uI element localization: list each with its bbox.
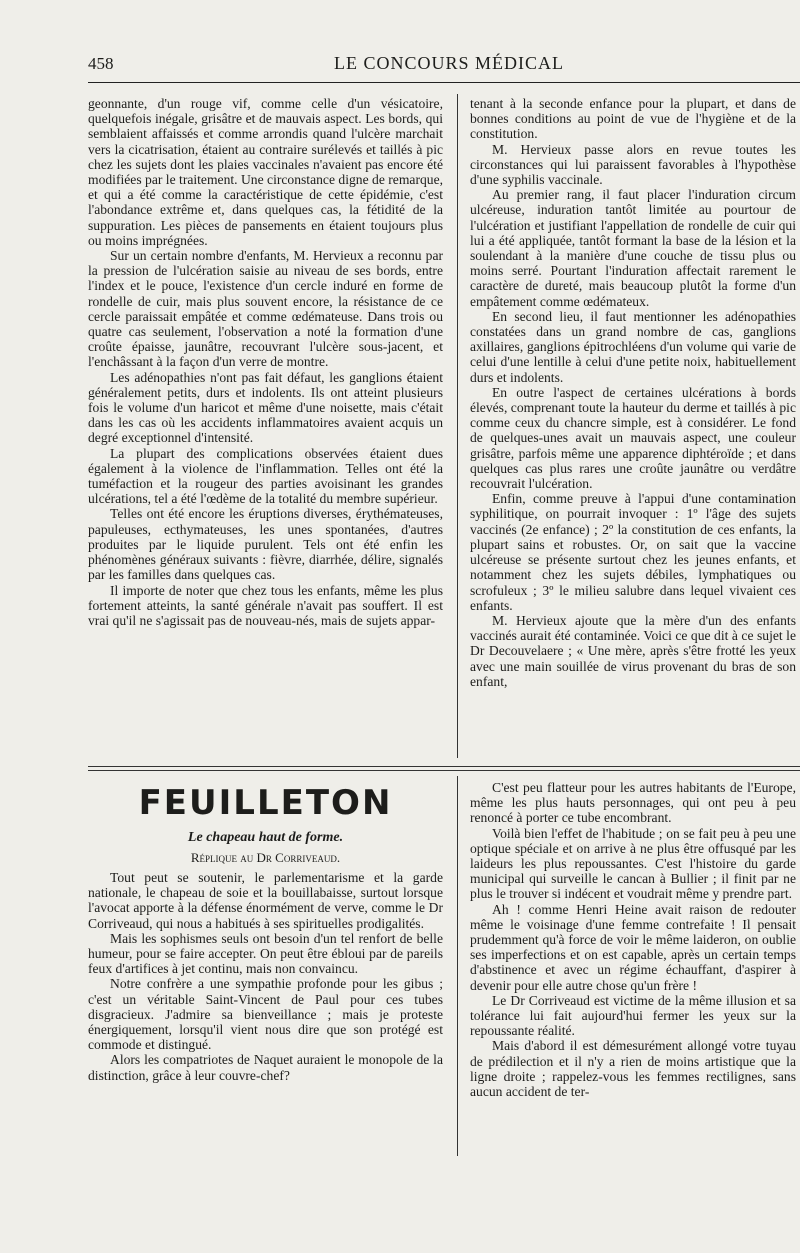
feuilleton-subtitle: Le chapeau haut de forme. [187, 830, 344, 845]
feuilleton-column-right [470, 780, 796, 1160]
page-number: 458 [88, 54, 114, 73]
paragraph: Ah ! comme Henri Heine avait raison de redouter même le voisinage d'une femme contrefaite ! Il pensait prudemment qu'à force de voir le même laideron, on oublie ses imperfections et on est capable, après un certain temps d'abstinence et avec un régime échauffant, d'aspirer à devenir pour elle autre chose qu'un frère ! [470, 901, 796, 993]
paragraph: Notre confrère a une sympathie profonde pour les gibus ; c'est un véritable Saint-Vincent de Paul pour ces tubes disgracieux. J'admire sa bienveillance ; mais je proteste énergiquement, lorsqu'il vient nous dire que son protégé est commode et distingué. [88, 976, 443, 1053]
page-header [88, 48, 800, 83]
paragraph: Sur un certain nombre d'enfants, M. Hervieux a reconnu par la pression de l'ulcération saisie au niveau de ses bords, entre l'index et le pouce, l'existence d'un cercle induré en forme de rondelle de cuir, mais plus souvent encore, la résistance de ce cercle paraissait empâtée et comme œdémateuse. Dans trois ou quatre cas seulement, l'observation a noté la formation d'une croûte épaisse, jaunâtre, recouvrant l'ulcère sous-jacent, et l'enchâssant à la façon d'un verre de montre. [88, 248, 443, 370]
feuilleton-heading: FEUILLETON [138, 783, 393, 823]
paragraph: Alors les compatriotes de Naquet auraient le monopole de la distinction, grâce à leur couvre-chef? [88, 1052, 443, 1083]
column-divider [457, 776, 458, 1156]
article-column-left [88, 96, 443, 756]
paragraph: Les adénopathies n'ont pas fait défaut, les ganglions étaient généralement petits, durs et indolents. Ils ont atteint plusieurs fois le volume d'un haricot et même d'une noisette, mais c'était dans les cas où les accidents inflammatoires avaient acquis un degré exceptionnel d'intensité. [88, 369, 443, 446]
paragraph: Voilà bien l'effet de l'habitude ; on se fait peu à peu une optique spéciale et on arrive à ne plus être offusqué par les laideurs les plus repoussantes. C'est l'histoire du garde municipal qui surveille le cancan à Bullier ; il finit par ne plus le trouver si indécent et voudrait même y prendre part. [470, 825, 796, 902]
paragraph: Il importe de noter que chez tous les enfants, même les plus fortement atteints, la santé générale n'avait pas souffert. Il est vrai qu'il ne s'agissait pas de nouveau-nés, mais de sujets appar- [88, 582, 443, 628]
feuilleton-reply-line: Réplique au Dr Corriveaud. [190, 850, 341, 865]
section-divider [88, 770, 800, 771]
paragraph: Le Dr Corriveaud est victime de la même illusion et sa tolérance lui fait aujourd'hui fermer les yeux sur la repoussante réalité. [470, 992, 796, 1039]
paragraph: geonnante, d'un rouge vif, comme celle d'un vésicatoire, quelquefois inégale, grisâtre et de mauvais aspect. Les bords, qui semblaient affaissés et comme arrondis quand l'ulcère marchait vers la cicatrisation, étaient au contraire surélevés et taillés à pic chez les sujets dont les plaies vaccinales n'avaient pas encore été modifiées par le traitement. Une circonstance digne de remarque, et qui a été comme la caractéristique de cette épidémie, c'est l'abondance extrême et, dans quelques cas, la fétidité de la suppuration. Les pièces de pansements en étaient toujours plus ou moins imprégnées. [88, 96, 443, 248]
feuilleton-column-left [88, 870, 443, 1160]
article-column-right [470, 96, 796, 756]
section-divider [88, 766, 800, 767]
paragraph: En outre l'aspect de certaines ulcérations à bords élevés, comprenant toute la hauteur du derme et taillés à pic comme ceux du chancre simple, est à considérer. Le fond de quelques-unes avait un mauvais aspect, une couleur grisâtre, parfois même une apparence diphtéroïde ; et dans quelques cas plus rares une croûte jaunâtre ou verdâtre recouvrait l'ulcération. [470, 384, 796, 492]
paragraph: Telles ont été encore les éruptions diverses, érythémateuses, papuleuses, ecthymateuses, les unes spontanées, d'autres produites par le liquide purulent. Tels ont été enfin les phénomènes généraux suivants : fièvre, diarrhée, délire, signalés par les familles dans quelques cas. [88, 506, 443, 583]
paragraph: M. Hervieux ajoute que la mère d'un des enfants vaccinés aurait été contaminée. Voici ce que dit à ce sujet le Dr Decouvelaere ; « Une mère, après s'être frotté les yeux avec une main souillée de virus provenant du bras de son enfant, [470, 612, 796, 689]
paragraph: En second lieu, il faut mentionner les adénopathies constatées dans un grand nombre de cas, ganglions axillaires, ganglions épitrochléens d'un volume qui varie de celui d'une lentille à celui d'une petite noix, habituellement durs et indolents. [470, 308, 796, 385]
paragraph: tenant à la seconde enfance pour la plupart, et dans de bonnes conditions au point de vue de l'hygiène et de la constitution. [470, 96, 796, 142]
paragraph: M. Hervieux passe alors en revue toutes les circonstances qui lui paraissent favorables à l'hypothèse d'une syphilis vaccinale. [470, 141, 796, 188]
journal-title: LE CONCOURS MÉDICAL [334, 53, 565, 73]
paragraph: Tout peut se soutenir, le parlementarisme et la garde nationale, le chapeau de soie et la bouillabaisse, surtout lorsque l'avocat apporte à la défense énormément de verve, comme le Dr Corriveaud, qui nous a habitués à ses spirituelles prodigalités. [88, 870, 443, 931]
paragraph: La plupart des complications observées étaient dues également à la violence de l'inflammation. Telles ont été la tuméfaction et la rougeur des parties avoisinant les grandes ulcérations, tel a été l'œdème de la totalité du membre supérieur. [88, 445, 443, 507]
paragraph: C'est peu flatteur pour les autres habitants de l'Europe, même les plus hauts personnages, qui ont peu à peu renoncé à porter ce tube encombrant. [470, 780, 796, 826]
paragraph: Mais les sophismes seuls ont besoin d'un tel renfort de belle humeur, pour se faire accepter. On peut être ébloui par de pareils feux d'artifices à jet continu, mais non convaincu. [88, 930, 443, 977]
paragraph: Mais d'abord il est démesurément allongé votre tuyau de prédilection et il n'y a rien de moins artistique que la ligne droite ; rappelez-vous les femmes rectilignes, sans aucun accident de ter- [470, 1038, 796, 1100]
paragraph: Enfin, comme preuve à l'appui d'une contamination syphilitique, on pourrait invoquer : 1º l'âge des sujets vaccinés (2e enfance) ; 2º la constitution de ces enfants, la plupart sains et robustes. Or, on sait que la vaccine ulcéreuse se présente surtout chez les jeunes enfants, et notamment chez les sujets débiles, lymphatiques ou scrofuleux ; 3º le milieu salubre dans lequel vivaient ces enfants. [470, 491, 796, 613]
paragraph: Au premier rang, il faut placer l'induration circum ulcéreuse, induration tantôt limitée au pourtour de l'ulcération et justifiant l'appellation de rondelle de cuir qui lui a été appliquée, tantôt formant la base de la lésion et la soulendant à la manière d'une couche de tissu plus ou moins serré. Pourtant l'induration affectait rarement le caractère de dureté, mais beaucoup plutôt la forme d'un empâtement comme œdémateux. [470, 187, 796, 309]
column-divider [457, 94, 458, 758]
